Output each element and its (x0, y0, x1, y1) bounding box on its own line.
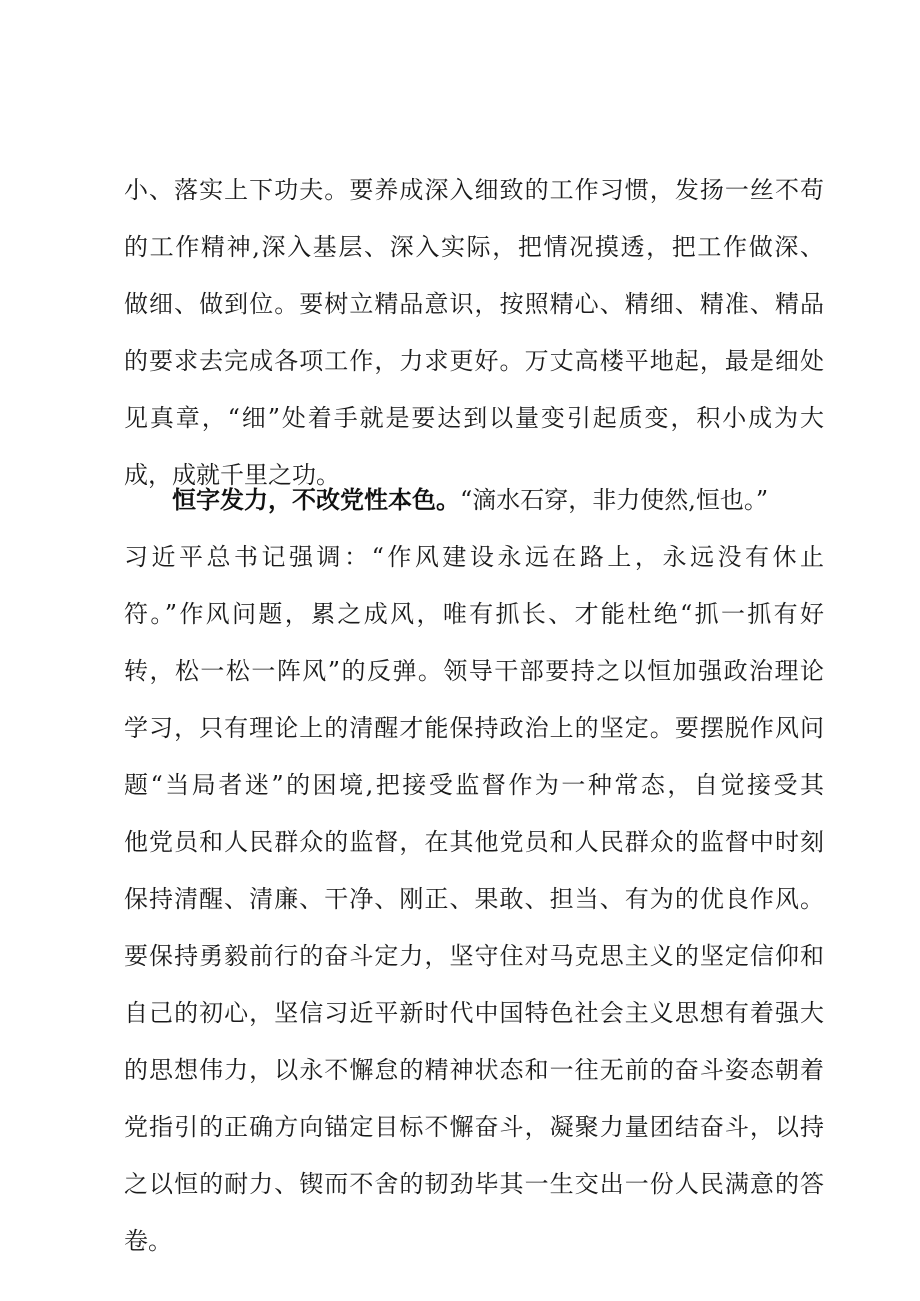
text-line-first (124, 472, 824, 529)
text-line: 自己的初心，坚信习近平新时代中国特色社会主义思想有着强大 (124, 999, 824, 1027)
text-line: 之以恒的耐力、锲而不舍的韧劲毕其一生交出一份人民满意的答 (124, 1170, 824, 1198)
text-line: 成，成就千里之功。 (124, 461, 340, 489)
section-heading: 恒字发力，不改党性本色。 (172, 486, 460, 514)
text-line: 符。”作风问题，累之成风，唯有抓长、才能杜绝“抓一抓有好 (124, 600, 824, 628)
quote-text: “滴水石穿，非力使然,恒也。” (460, 486, 769, 514)
paragraph-2 (124, 472, 824, 1270)
text-line: 的工作精神,深入基层、深入实际，把情况摸透，把工作做深、 (124, 233, 824, 261)
text-line: 小、落实上下功夫。要养成深入细致的工作习惯，发扬一丝不苟 (124, 176, 824, 204)
text-line: 学习，只有理论上的清醒才能保持政治上的坚定。要摆脱作风问 (124, 714, 824, 742)
text-line: 卷。 (124, 1227, 172, 1255)
text-line: 题“当局者迷”的困境,把接受监督作为一种常态，自觉接受其 (124, 771, 824, 799)
text-line: 习近平总书记强调：“作风建设永远在路上，永远没有休止 (124, 543, 824, 571)
text-line: 转，松一松一阵风”的反弹。领导干部要持之以恒加强政治理论 (124, 657, 824, 685)
text-line: 见真章，“细”处着手就是要达到以量变引起质变，积小成为大 (124, 404, 824, 432)
text-line: 的思想伟力，以永不懈怠的精神状态和一往无前的奋斗姿态朝着 (124, 1056, 824, 1084)
text-line: 他党员和人民群众的监督，在其他党员和人民群众的监督中时刻 (124, 828, 824, 856)
text-line: 要保持勇毅前行的奋斗定力，坚守住对马克思主义的坚定信仰和 (124, 942, 824, 970)
paragraph-1 (124, 162, 824, 504)
text-line: 保持清醒、清廉、干净、刚正、果敢、担当、有为的优良作风。 (124, 885, 824, 913)
text-line: 党指引的正确方向锚定目标不懈奋斗，凝聚力量团结奋斗，以持 (124, 1113, 824, 1141)
text-line: 做细、做到位。要树立精品意识，按照精心、精细、精准、精品 (124, 290, 824, 318)
text-line: 的要求去完成各项工作，力求更好。万丈高楼平地起，最是细处 (124, 347, 824, 375)
